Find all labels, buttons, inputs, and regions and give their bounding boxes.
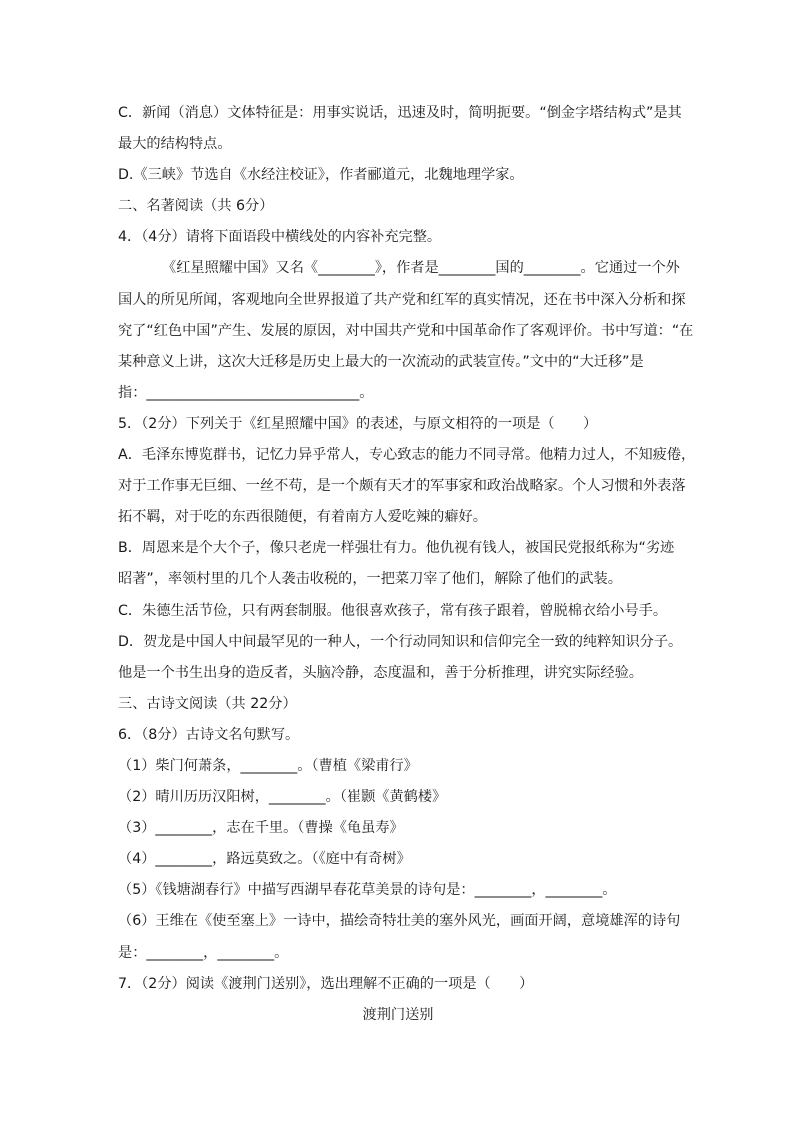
question-4: 4．（4分）请将下面语段中横线处的内容补充完整。 (118, 229, 442, 246)
document-body (118, 98, 696, 1031)
option-d-text: D．贺龙是中国人中间最罕见的一种人，一个行动同知识和信仰完全一致的纯粹知识分子。 (118, 633, 683, 650)
recitation-item: （1）柴门何萧条，________。（曹植《梁甫行》 (118, 757, 418, 774)
passage-line: 究了“红色中国”产生、发展的原因，对中国共产党和中国革命作了客观评价。书中写道：“在 (118, 322, 694, 339)
recitation-item: （5）《钱塘湖春行》中描写西湖早春花草美景的诗句是：________，________。 (118, 882, 617, 899)
recitation-item: （4）________，路远莫致之。（《庭中有奇树》 (118, 851, 411, 868)
poem-title: 渡荆门送别 (362, 1006, 434, 1023)
option-b-text: B．周恩来是个大个子，像只老虎一样强壮有力。他仇视有钱人，被国民党报纸称为“劣迹 (118, 540, 675, 557)
recitation-item-cont: 是：________，________。 (118, 944, 289, 961)
section-heading-classics: 二、名著阅读（共 6分） (118, 198, 274, 215)
option-a-text-cont: 对于工作事无巨细、一丝不苟，是一个颇有天才的军事家和政治战略家。个人习惯和外表落 (118, 478, 686, 495)
recitation-item: （2）晴川历历汉阳树，________。（崔颢《黄鹤楼》 (118, 789, 447, 806)
passage-line: 指：______________________________。 (118, 384, 374, 401)
question-6: 6．（8分）古诗文名句默写。 (118, 726, 300, 743)
passage-line: 某种意义上讲，这次大迁移是历史上最大的一次流动的武装宣传。”文中的“大迁移”是 (118, 353, 644, 370)
section-heading-poetry: 三、古诗文阅读（共 22分） (118, 695, 297, 712)
passage-line: 《红星照耀中国》又名《________》，作者是________国的________。它通过一个外 (162, 260, 680, 277)
question-5: 5．（2分）下列关于《红星照耀中国》的表述，与原文相符的一项是（ ） (118, 415, 598, 432)
option-a-text: A．毛泽东博览群书，记忆力异乎常人，专心致志的能力不同寻常。他精力过人，不知疲倦， (118, 447, 696, 464)
option-c-text-cont: 最大的结构特点。 (118, 136, 232, 153)
option-a-text-cont: 拓不羁，对于吃的东西很随便，有着南方人爱吃辣的癖好。 (118, 509, 487, 526)
option-c-text: C．朱德生活节俭，只有两套制服。他很喜欢孩子，常有孩子跟着，曾脱棉衣给小号手。 (118, 602, 668, 619)
option-c-text: C．新闻（消息）文体特征是：用事实说话，迅速及时，简明扼要。“倒金字塔结构式”是其 (118, 105, 682, 121)
recitation-item: （6）王维在《使至塞上》一诗中，描绘奇特壮美的塞外风光，画面开阔，意境雄浑的诗句 (118, 913, 681, 930)
recitation-item: （3）________，志在千里。（曹操《龟虽寿》 (118, 820, 404, 837)
question-7: 7．（2分）阅读《渡荆门送别》，选出理解不正确的一项是（ ） (118, 975, 534, 992)
option-b-text-cont: 昭著”，率领村里的几个人袭击收税的，一把菜刀宰了他们，解除了他们的武装。 (118, 571, 622, 588)
option-d-text: D.《三峡》节选自《水经注校证》，作者郦道元，北魏地理学家。 (118, 167, 524, 184)
passage-line: 国人的所见所闻，客观地向全世界报道了共产党和红军的真实情况，还在书中深入分析和探 (118, 291, 686, 308)
option-d-text-cont: 他是一个书生出身的造反者，头脑冷静，态度温和，善于分析推理，讲究实际经验。 (118, 664, 643, 681)
